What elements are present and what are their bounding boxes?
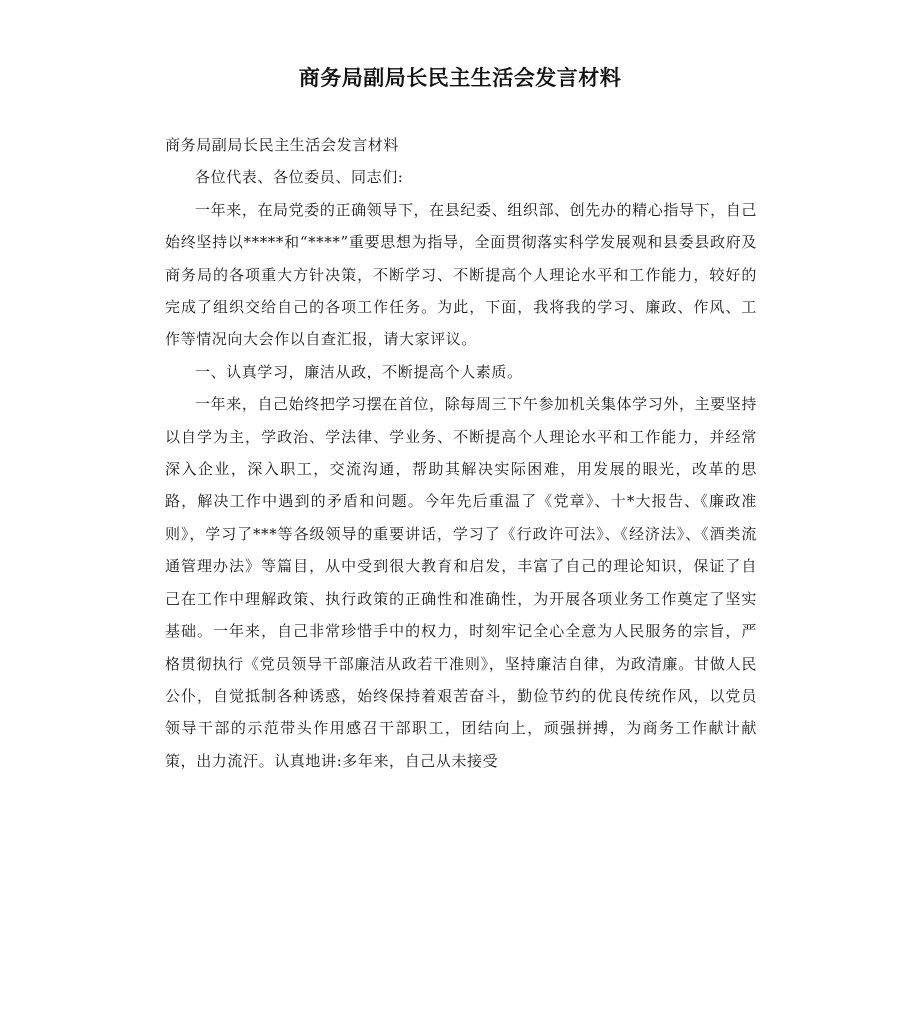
salutation-paragraph: 各位代表、各位委员、同志们: [195,168,404,187]
document-title: 商务局副局长民主生活会发言材料 [298,66,622,90]
intro-paragraph: 一年来，在局党委的正确领导下，在县纪委、组织部、创先办的精心指导下，自己始终坚持以*****和“****”重要思想为指导，全面贯彻落实科学发展观和县委县政府及商务局的各项重大方针决策，不断学习、不断提高个人理论水平和工作能力，较好的完成了组织交给自己的各项工作任务。为此，下面，我将我的学习、廉政、作风、工作等情况向大会作以自查汇报，请大家评议。 [165,200,757,349]
study-paragraph: 一年来，自己始终把学习摆在首位，除每周三下午参加机关集体学习外，主要坚持以自学为主，学政治、学法律、学业务、不断提高个人理论水平和工作能力，并经常深入企业，深入职工，交流沟通，帮助其解决实际困难，用发展的眼光，改革的思路，解决工作中遇到的矛盾和问题。今年先后重温了《党章》、十*大报告、《廉政准则》，学习了***等各级领导的重要讲话，学习了《行政许可法》、《经济法》、《酒类流通管理办法》等篇目，从中受到很大教育和启发，丰富了自己的理论知识，保证了自己在工作中理解政策、执行政策的正确性和准确性，为开展各项业务工作奠定了坚实基础。一年来，自己非常珍惜手中的权力，时刻牢记全心全意为人民服务的宗旨，严格贯彻执行《党员领导干部廉洁从政若干准则》，坚持廉洁自律，为政清廉。甘做人民公仆，自觉抵制各种诱惑，始终保持着艰苦奋斗，勤俭节约的优良传统作风，以党员领导干部的示范带头作用感召干部职工，团结向上，顽强拼搏，为商务工作献计献策，出力流汗。认真地讲:多年来，自己从未接受 [165,395,757,770]
document-body [165,129,757,777]
subtitle-paragraph: 商务局副局长民主生活会发言材料 [165,136,400,154]
section-heading: 一、认真学习，廉洁从政，不断提高个人素质。 [195,362,523,381]
